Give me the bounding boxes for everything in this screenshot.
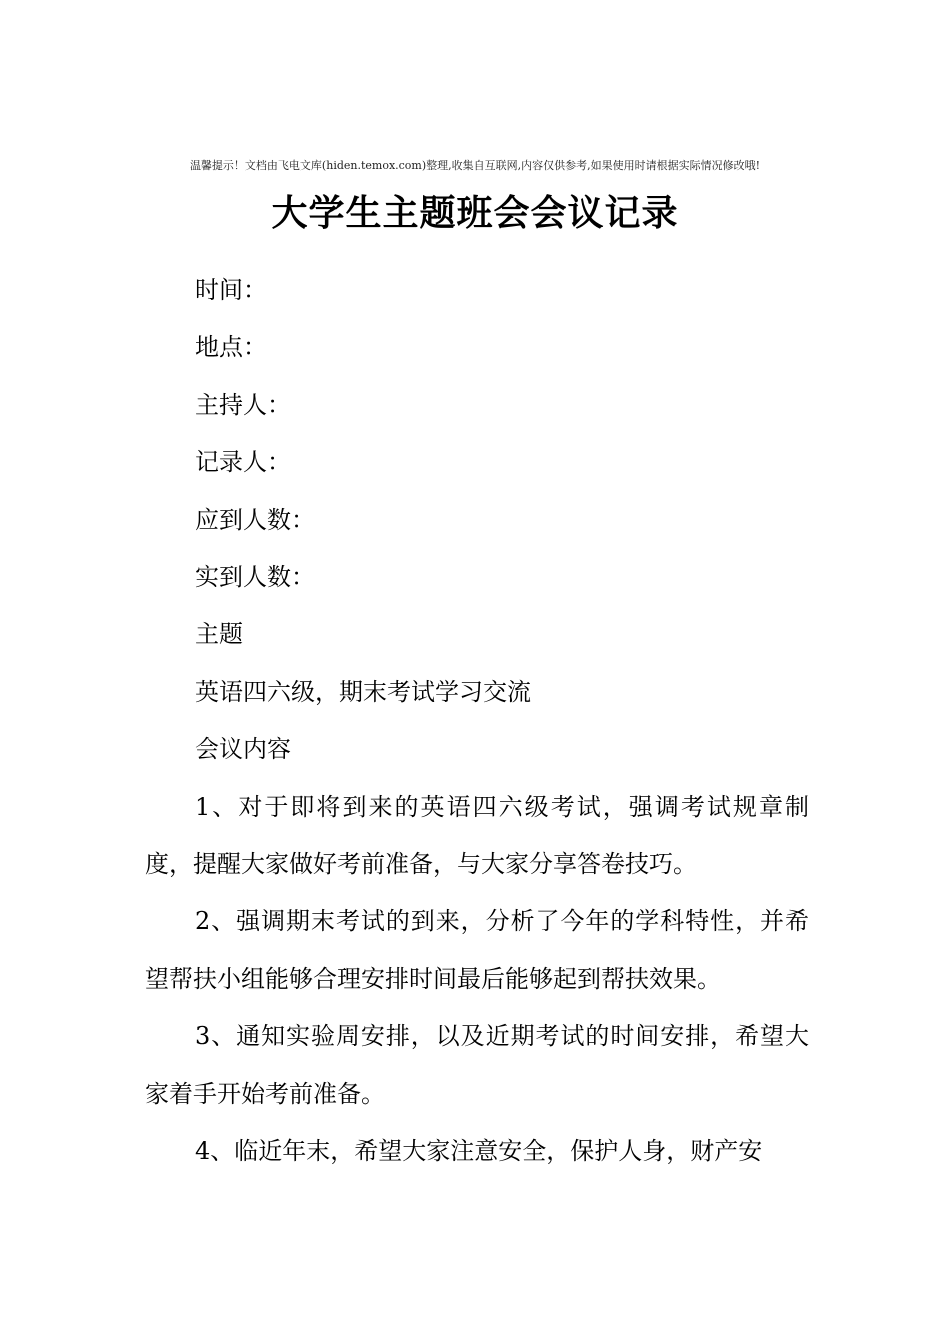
content-item-3: 3、通知实验周安排，以及近期考试的时间安排，希望大家着手开始考前准备。	[145, 1022, 809, 1108]
document-title: 大学生主题班会会议记录	[271, 192, 679, 234]
field-expected-count: 应到人数：	[195, 505, 315, 534]
field-actual-count: 实到人数：	[195, 563, 315, 592]
topic-text: 英语四六级，期末考试学习交流	[195, 677, 531, 706]
document-body	[145, 262, 809, 1181]
content-item-4: 4、临近年末，希望大家注意安全，保护人身，财产安	[195, 1137, 763, 1166]
field-place: 地点：	[195, 333, 267, 362]
topic-heading: 主题	[195, 620, 243, 649]
content-item-1: 1、对于即将到来的英语四六级考试，强调考试规章制度，提醒大家做好考前准备，与大家分享答卷技巧。	[145, 792, 809, 879]
field-time: 时间：	[195, 276, 267, 304]
field-host: 主持人：	[195, 390, 291, 419]
field-recorder: 记录人：	[195, 448, 291, 477]
header-notice: 温馨提示！文档由飞电文库(hiden.temox.com)整理,收集自互联网,内容仅供参考,如果使用时请根据实际情况修改哦!	[189, 159, 761, 172]
content-item-2: 2、强调期末考试的到来，分析了今年的学科特性，并希望帮扶小组能够合理安排时间最后能够起到帮扶效果。	[145, 907, 809, 993]
content-heading: 会议内容	[195, 735, 291, 764]
